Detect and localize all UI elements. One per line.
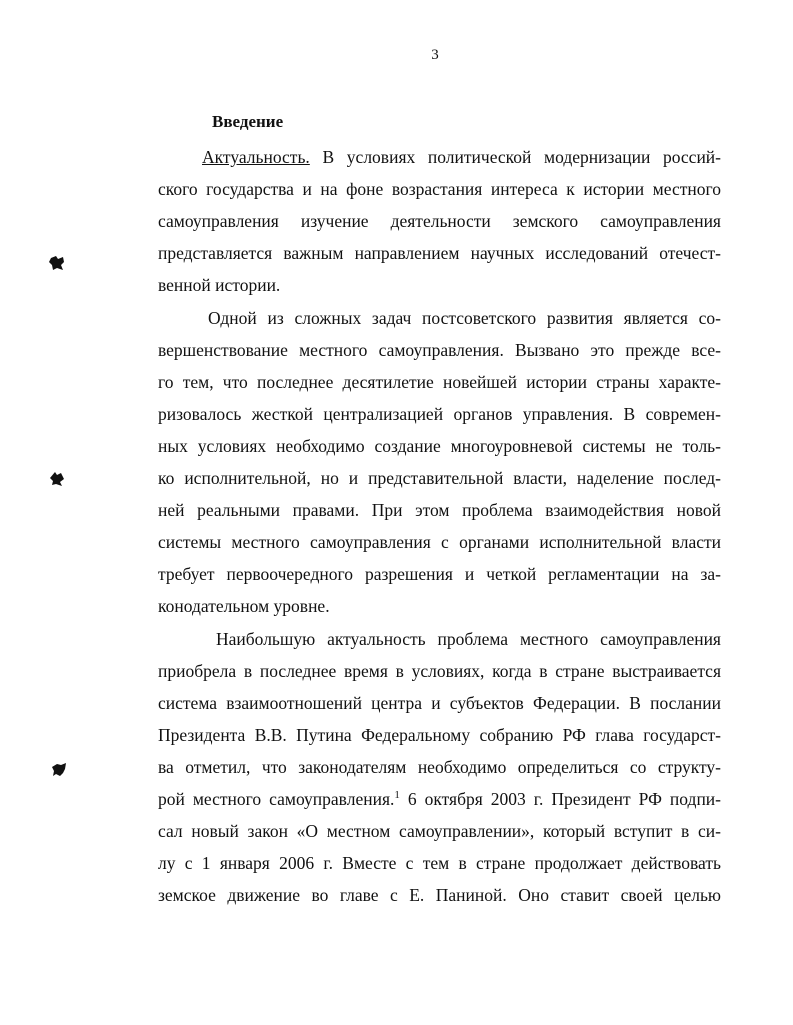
paragraph-line: ко исполнительной, но и представительной власти, наделение послед- (158, 468, 721, 488)
paragraph-line: ризовалось жесткой централизацией органов управления. В современ- (158, 404, 721, 424)
paragraph-relevance (158, 141, 721, 301)
paragraph-line: требует первоочередного разрешения и четкой регламентации на за- (158, 564, 721, 584)
paragraph-line: сал новый закон «О местном самоуправлении», который вступит в си- (158, 821, 721, 841)
paragraph-line (158, 141, 721, 173)
paragraph-line: лу с 1 января 2006 г. Вместе с тем в стране продолжает действовать (158, 853, 721, 873)
paragraph-line: ского государства и на фоне возрастания интереса к истории местного (158, 179, 721, 199)
page-number: 3 (431, 47, 439, 63)
paragraph-line: го тем, что последнее десятилетие новейшей истории страны характе- (158, 372, 721, 392)
paragraph-line: конодательном уровне. (158, 596, 330, 616)
paragraph-line: ней реальными правами. При этом проблема взаимодействия новой (158, 500, 721, 520)
line-text: В условиях политической модернизации россий- (309, 147, 721, 167)
line-text: 6 октября 2003 г. Президент РФ подпи- (399, 789, 721, 809)
paragraph-line: вершенствование местного самоуправления. Вызвано это прежде все- (158, 340, 721, 360)
line-text: рой местного самоуправления. (158, 789, 395, 809)
paragraph-line: система взаимоотношений центра и субъектов Федерации. В послании (158, 693, 721, 713)
paragraph-line: ных условиях необходимо создание многоуровневой системы не толь- (158, 436, 721, 456)
footnote-mark: 1 (394, 789, 400, 801)
section-heading: Введение (212, 112, 284, 131)
paragraph-line: Президента В.В. Путина Федеральному собранию РФ глава государст- (158, 725, 721, 745)
paragraph-line: Одной из сложных задач постсоветского развития является со- (208, 308, 721, 328)
paragraph-line: приобрела в последнее время в условиях, когда в стране выстраивается (158, 661, 721, 681)
paragraph-line: Наибольшую актуальность проблема местного самоуправления (216, 629, 721, 649)
relevance-label: Актуальность. (202, 147, 310, 167)
punch-hole-mark (48, 254, 66, 272)
punch-hole-mark (50, 761, 68, 779)
paragraph-line: земское движение во главе с Е. Паниной. Оно ставит своей целью (158, 885, 721, 905)
paragraph-line: ва отметил, что законодателям необходимо определиться со структу- (158, 757, 721, 777)
paragraph-line (158, 783, 721, 815)
paragraph-line: венной истории. (158, 275, 281, 295)
paragraph-local-government (158, 623, 721, 911)
paragraph-line: системы местного самоуправления с органами исполнительной власти (158, 532, 721, 552)
paragraph-line: самоуправления изучение деятельности земского самоуправления (158, 211, 721, 231)
paragraph-development-tasks (158, 302, 721, 622)
paragraph-line: представляется важным направлением научных исследований отечест- (158, 243, 721, 263)
punch-hole-mark (48, 470, 66, 488)
